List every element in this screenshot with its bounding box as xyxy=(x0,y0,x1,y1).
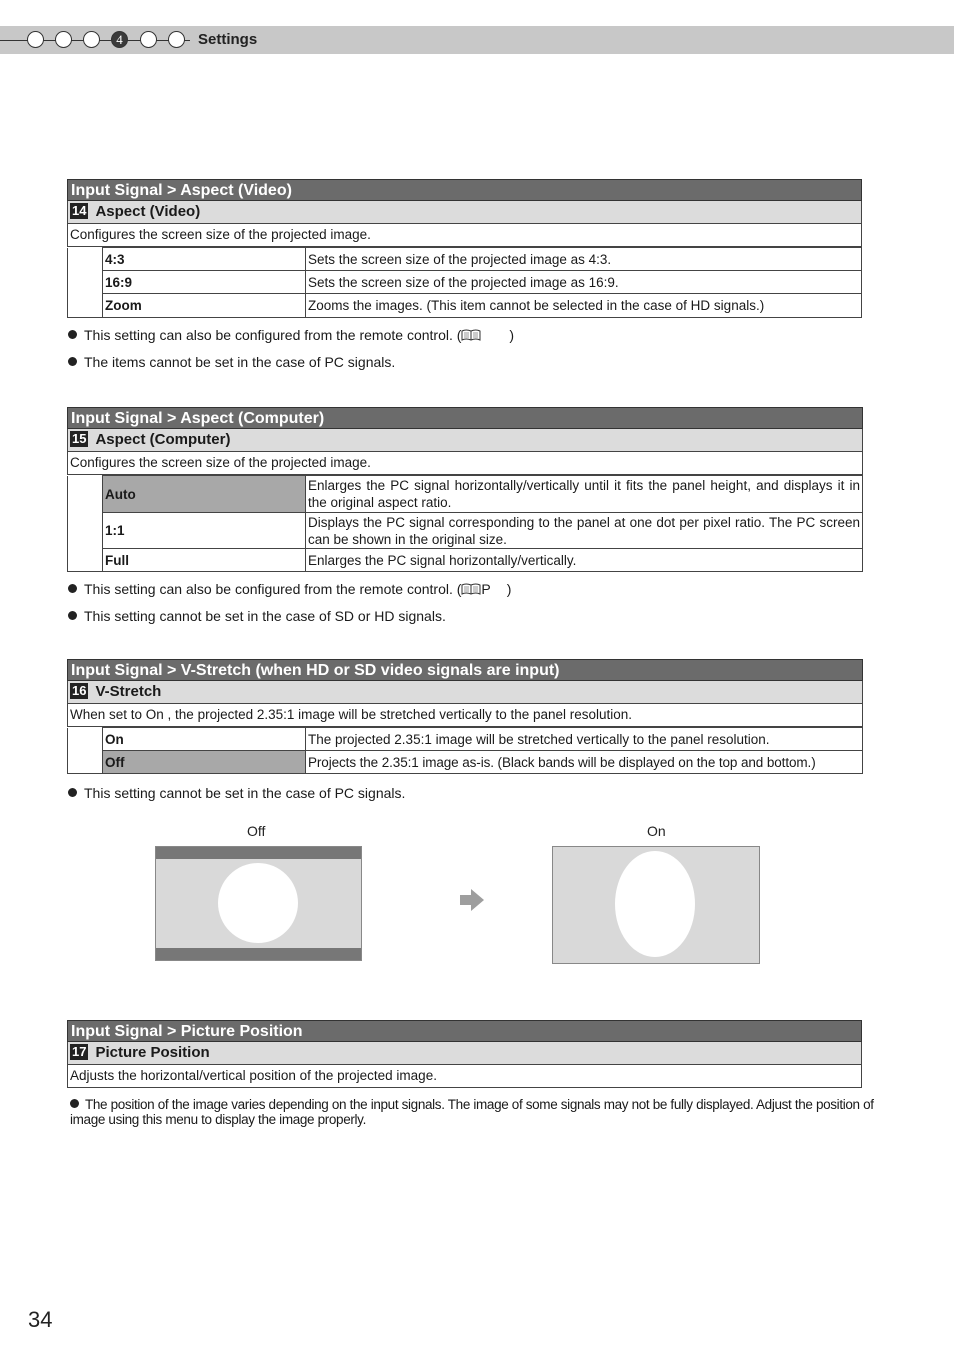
note-sd-hd-signals: This setting cannot be set in the case of SD or HD signals. xyxy=(68,608,446,624)
screen-on-illustration xyxy=(552,846,760,964)
circle-image xyxy=(156,847,361,960)
option-value: Displays the PC signal corresponding to the panel at one dot per pixel ratio. The PC screen can be shown in the original size. xyxy=(306,513,863,549)
bullet-icon xyxy=(68,330,77,339)
option-value: Sets the screen size of the projected image as 4:3. xyxy=(306,248,862,271)
section-picture-position xyxy=(67,1020,862,1088)
header-title: Settings xyxy=(198,31,258,48)
indent-cell xyxy=(68,728,103,774)
option-row xyxy=(68,294,862,318)
section-subtitle xyxy=(67,201,862,224)
arrow-right-icon xyxy=(458,886,486,914)
options-table xyxy=(67,475,863,572)
step-circle-6 xyxy=(168,31,185,48)
subtitle-text: V-Stretch xyxy=(95,683,162,700)
indent-cell xyxy=(68,248,103,318)
step-circle-current: 4 xyxy=(111,31,128,48)
screen-off-illustration xyxy=(155,846,362,961)
option-key-selected: Off xyxy=(103,751,306,774)
bullet-icon xyxy=(70,1099,79,1108)
options-table xyxy=(67,247,862,318)
section-subtitle xyxy=(67,681,863,704)
option-row xyxy=(68,513,863,549)
option-value: Enlarges the PC signal horizontally/vertically. xyxy=(306,549,863,572)
section-description: Adjusts the horizontal/vertical position of the projected image. xyxy=(67,1065,862,1088)
option-key: 16:9 xyxy=(103,271,306,294)
subtitle-text: Picture Position xyxy=(95,1044,210,1061)
option-value: Projects the 2.35:1 image as-is. (Black bands will be displayed on the top and bottom.) xyxy=(306,751,863,774)
illustration-off-label: Off xyxy=(247,823,266,839)
section-v-stretch xyxy=(67,659,863,774)
note-remote-control: This setting can also be configured from the remote control. ( ) xyxy=(68,327,514,343)
subtitle-text: Aspect (Video) xyxy=(95,203,201,220)
section-title: Input Signal > Aspect (Video) xyxy=(67,179,862,201)
option-key: 4:3 xyxy=(103,248,306,271)
section-title: Input Signal > V-Stretch (when HD or SD video signals are input) xyxy=(67,659,863,681)
bullet-icon xyxy=(68,357,77,366)
step-circle-3 xyxy=(83,31,100,48)
section-description: Configures the screen size of the projected image. xyxy=(67,452,863,475)
section-aspect-video xyxy=(67,179,862,318)
illustration-on-label: On xyxy=(647,823,666,839)
option-row xyxy=(68,728,863,751)
stretched-ellipse-image xyxy=(553,847,759,963)
option-row xyxy=(68,248,862,271)
note-pc-signals: The items cannot be set in the case of PC signals. xyxy=(68,354,395,370)
indent-cell xyxy=(68,476,103,572)
subtitle-text: Aspect (Computer) xyxy=(95,431,231,448)
step-circle-5 xyxy=(140,31,157,48)
step-circle-2 xyxy=(55,31,72,48)
note-image-position: The position of the image varies depending on the input signals. The image of some signals may not be fully displayed. Adjust the position of image using this menu to display the image properly. xyxy=(70,1097,874,1127)
bullet-icon xyxy=(68,788,77,797)
option-value: Sets the screen size of the projected image as 16:9. xyxy=(306,271,862,294)
page-number: 34 xyxy=(28,1307,53,1332)
section-subtitle xyxy=(67,429,863,452)
option-value: The projected 2.35:1 image will be stretched vertically to the panel resolution. xyxy=(306,728,863,751)
option-value: Enlarges the PC signal horizontally/vertically until it fits the panel height, and displays it in the original aspect ratio. xyxy=(306,476,863,513)
option-row xyxy=(68,271,862,294)
option-value: Zooms the images. (This item cannot be selected in the case of HD signals.) xyxy=(306,294,862,318)
book-reference-icon xyxy=(461,329,481,341)
item-number-badge: 14 xyxy=(72,203,87,218)
option-row xyxy=(68,476,863,513)
option-key-selected: Auto xyxy=(103,476,306,513)
section-aspect-computer xyxy=(67,407,863,572)
bullet-icon xyxy=(68,611,77,620)
options-table xyxy=(67,727,863,774)
note-remote-control: This setting can also be configured from the remote control. ( P ) xyxy=(68,581,511,597)
item-number-badge: 17 xyxy=(72,1044,87,1059)
section-description: Configures the screen size of the projected image. xyxy=(67,224,862,247)
option-key: 1:1 xyxy=(103,513,306,549)
section-subtitle xyxy=(67,1042,862,1065)
bullet-icon xyxy=(68,584,77,593)
section-title: Input Signal > Aspect (Computer) xyxy=(67,407,863,429)
option-row xyxy=(68,549,863,572)
item-number-badge: 16 xyxy=(72,683,87,698)
section-description: When set to On , the projected 2.35:1 image will be stretched vertically to the panel resolution. xyxy=(67,704,863,727)
option-key: Full xyxy=(103,549,306,572)
book-reference-icon xyxy=(461,583,481,595)
section-title: Input Signal > Picture Position xyxy=(67,1020,862,1042)
option-key: On xyxy=(103,728,306,751)
note-pc-signals: This setting cannot be set in the case of PC signals. xyxy=(68,785,405,801)
option-key: Zoom xyxy=(103,294,306,318)
step-circle-1 xyxy=(27,31,44,48)
option-row xyxy=(68,751,863,774)
item-number-badge: 15 xyxy=(72,431,87,446)
